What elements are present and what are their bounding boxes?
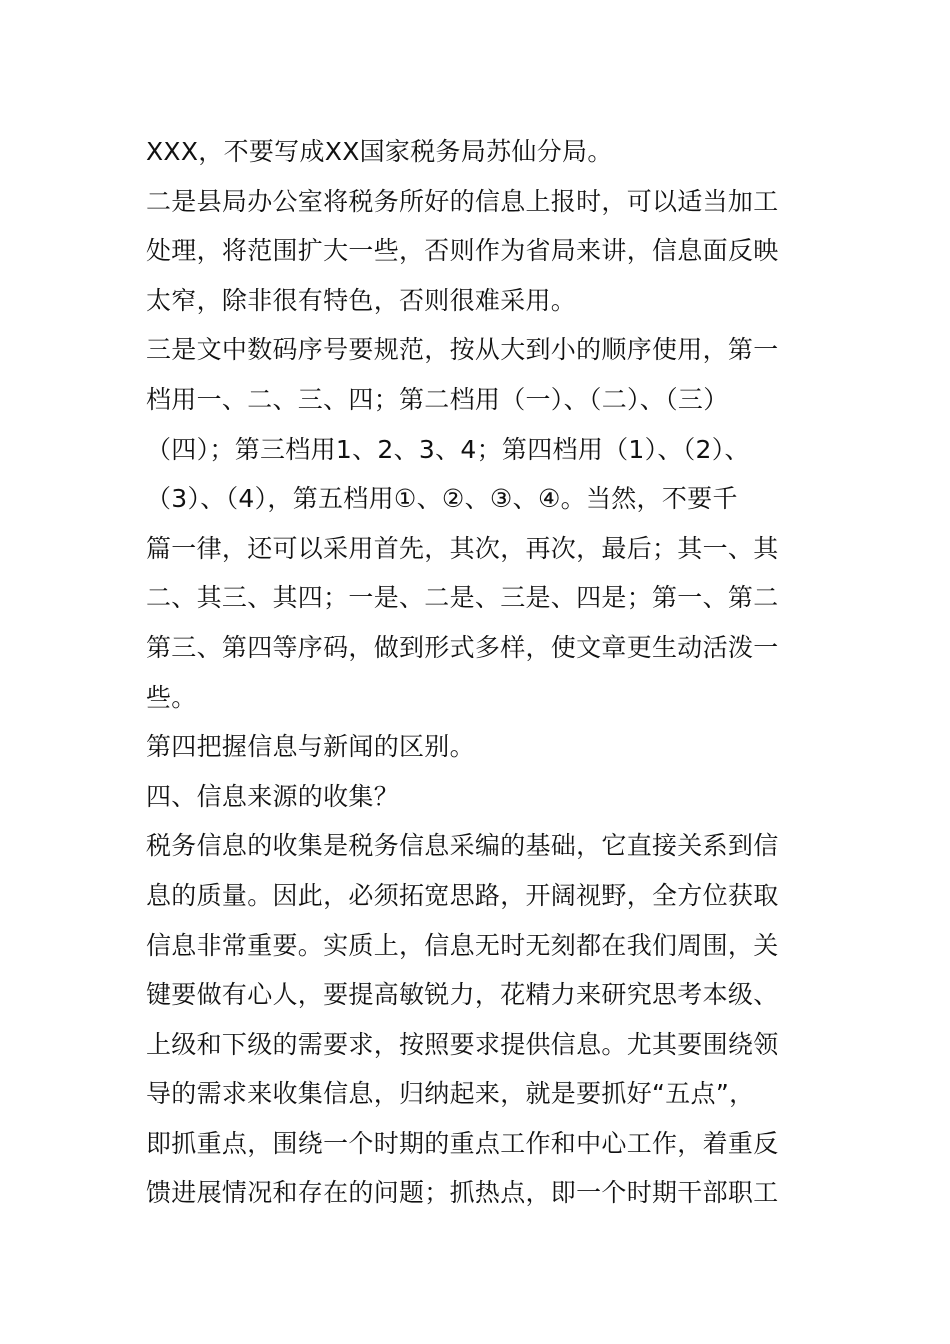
text-line: 篇一律，还可以采用首先，其次，再次，最后；其一、其: [146, 533, 779, 563]
text-line: 第三、第四等序码，做到形式多样，使文章更生动活泼一: [146, 632, 779, 662]
text-line: 三是文中数码序号要规范，按从大到小的顺序使用，第一: [146, 335, 779, 365]
text-line: 二是县局办公室将税务所好的信息上报时，可以适当加工: [146, 186, 779, 216]
text-line: 第四把握信息与新闻的区别。: [146, 732, 475, 762]
text-line: 税务信息的收集是税务信息采编的基础，它直接关系到信: [146, 831, 779, 861]
text-line: （四）；第三档用1、2、3、4；第四档用（1）、（2）、: [146, 434, 750, 464]
text-line: 馈进展情况和存在的问题；抓热点，即一个时期干部职工: [146, 1178, 779, 1208]
text-line: 太窄，除非很有特色，否则很难采用。: [146, 285, 577, 315]
text-line: 信息非常重要。实质上，信息无时无刻都在我们周围，关: [146, 930, 779, 960]
text-line: 键要做有心人，要提高敏锐力，花精力来研究思考本级、: [146, 980, 779, 1010]
text-line: 档用一、二、三、四；第二档用（一）、（二）、（三）: [146, 384, 729, 414]
text-line: （3）、（4），第五档用①、②、③、④。当然，不要千: [146, 484, 738, 514]
text-line: 四、信息来源的收集？: [146, 781, 400, 811]
text-line: 导的需求来收集信息，归纳起来，就是要抓好“五点”，: [146, 1079, 755, 1109]
text-line: 上级和下级的需要求，按照要求提供信息。尤其要围绕领: [146, 1029, 779, 1059]
text-line: 些。: [146, 682, 197, 712]
text-line: XXX，不要写成XX国家税务局苏仙分局。: [146, 137, 613, 166]
text-line: 处理，将范围扩大一些，否则作为省局来讲，信息面反映: [146, 236, 779, 266]
document-body: [146, 127, 808, 1218]
text-line: 即抓重点，围绕一个时期的重点工作和中心工作，着重反: [146, 1128, 779, 1158]
text-line: 二、其三、其四；一是、二是、三是、四是；第一、第二: [146, 583, 779, 613]
text-line: 息的质量。因此，必须拓宽思路，开阔视野，全方位获取: [146, 880, 779, 910]
